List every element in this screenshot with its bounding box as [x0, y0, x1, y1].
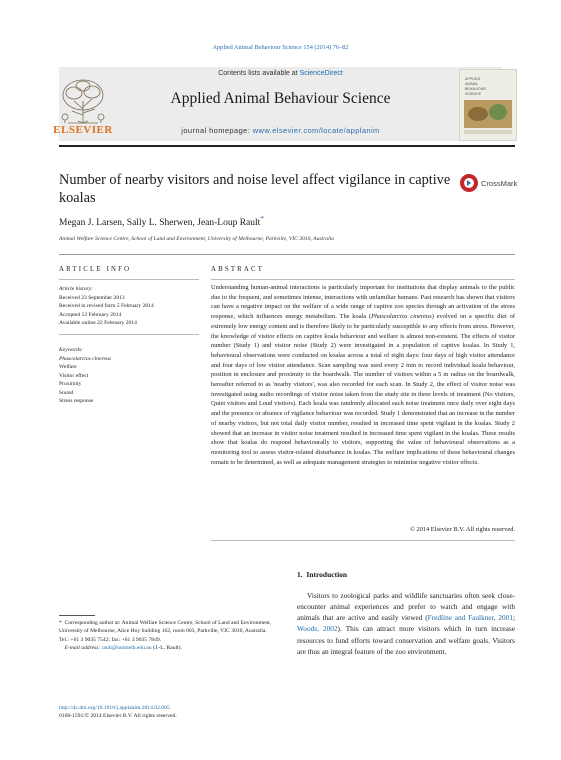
intro-text-part: ). This can attract more visitors which in turn increase resources to fund efforts toward conservation and welfare goals. Visitors are thus an integral feature of the zoo environment. [297, 624, 515, 656]
journal-homepage-link[interactable]: www.elsevier.com/locate/applanim [252, 126, 380, 135]
author-email-link[interactable]: rault@unimelb.edu.au [101, 645, 152, 652]
cover-title-line: APPLIED [465, 77, 481, 81]
doi-block [59, 704, 276, 721]
abstract-end-rule [211, 540, 515, 541]
reference-separator: ; [512, 613, 515, 623]
introduction-paragraph [297, 590, 515, 657]
abstract-part: Understanding human-animal interactions is particularly important for institutions that display animals to the public due to the frequent, and sometimes intense, interactions with unfamiliar humans. Past research has shown that visitors can have a negative impact on the welfare of a wide range of captive zoo species through an activation of the stress response, which influences energy metabolism. The koala ( [211, 284, 515, 321]
sciencedirect-link[interactable]: ScienceDirect [299, 70, 343, 77]
authors-names: Megan J. Larsen, Sally L. Sherwen, Jean-Loup Rault [59, 218, 261, 229]
keyword-item: Visitor effect [59, 372, 89, 379]
keywords-block [59, 346, 204, 406]
email-suffix: (J.-L. Rault). [151, 645, 182, 652]
journal-title[interactable]: Applied Animal Behaviour Science [170, 90, 391, 107]
article-info-rule [59, 334, 199, 335]
elsevier-wordmark: ELSEVIER [53, 124, 113, 136]
article-info-heading: ARTICLE INFO [59, 266, 132, 273]
journal-cover-thumbnail[interactable] [459, 69, 517, 141]
author-list [59, 215, 499, 228]
cover-title-line: SCIENCE [465, 92, 481, 96]
keyword-item: Stress response [59, 398, 94, 404]
section-title: Introduction [306, 570, 348, 579]
keyword-item: Proximity [59, 381, 82, 387]
homepage-prefix: journal homepage: [181, 126, 253, 135]
cover-title-line: BEHAVIOUR [465, 87, 486, 91]
reference-link[interactable]: Woods, 2002 [297, 624, 338, 634]
footnote-mark: * [59, 620, 62, 626]
abstract-text [211, 283, 515, 467]
keyword-item: Sound [59, 389, 74, 396]
article-info-rule [59, 279, 199, 280]
keywords-label: Keywords: [59, 347, 84, 353]
introduction-heading [297, 570, 347, 579]
email-label: E-mail address: [64, 645, 102, 652]
section-number: 1. [297, 570, 303, 579]
corresponding-author-footnote [59, 619, 276, 653]
crossmark-icon[interactable] [459, 172, 521, 194]
reference-link[interactable]: Fredline and Faulkner, 2001 [427, 613, 513, 623]
contents-prefix: Contents lists available at [218, 70, 300, 77]
issn-line: 0168-1591/© 2014 Elsevier B.V. All rights reserved. [59, 713, 177, 720]
history-label: Article history: [59, 286, 94, 292]
history-item: Accepted 12 February 2014 [59, 311, 122, 318]
abstract-species: Phascolarctos cinereus [371, 313, 432, 321]
journal-homepage-line [59, 126, 502, 135]
doi-link[interactable]: http://dx.doi.org/10.1016/j.applanim.2014.02.005 [59, 705, 170, 711]
cover-title-line: ANIMAL [465, 82, 479, 86]
contents-line [59, 70, 502, 77]
crossmark-label: CrossMark [481, 179, 518, 188]
abstract-part: ) evolved on a specific diet of extremely low energy content and is therefore likely to be particularly susceptible to any effects from stress. However, the knowledge of visitor effects on captive koala behaviour and welfare is almost non-existent. The effects of visitor number (Study 1) and visitor noise (Study 2) were investigated in a population of captive koalas. In Study 1, behavioural observations were conducted on koalas across a total of eight days: four days of high visitor attendance and four days of low visitor attendance. Scan sampling was used every 2 min to record individual koala behaviour, position in enclosure and proximity to the boardwalk. The number of visitors within a 5 m radius on the boardwalk, hereafter referred to as 'nearby visitors', was also recorded for each scan. In Study 2, the effect of visitor noise was investigated using audio recordings of visitor noise taken from the study site in three levels of treatment (No visitors, Quiet visitors and Loud visitors). Each koala was randomly allocated each noise treatment once daily over eight days and the presence or absence of vigilance behaviour was recorded. Study 1 demonstrated that an increase in the number of nearby visitors, but not total daily visitor number, resulted in increased time spent vigilant in the koalas. Study 2 showed that an increase in visitor noise treatment resulted in increased time spent vigilant in the koalas. These results show that koalas do respond behaviourally to visitors, supporting the value of behavioural observations as a monitoring tool to assess visitor-related disturbance in koalas. The welfare implications of these behavioural changes remain to be determined, as well as adequate management strategies to minimise negative visitor effects. [211, 313, 516, 466]
abstract-copyright: © 2014 Elsevier B.V. All rights reserved. [409, 526, 515, 533]
abstract-rule [211, 279, 515, 280]
journal-citation[interactable]: Applied Animal Behaviour Science 154 (2014) 76–82 [212, 44, 349, 51]
history-item: Received 23 September 2013 [59, 294, 125, 301]
article-history [59, 285, 204, 328]
section-divider [59, 254, 515, 255]
header-rule [59, 145, 515, 147]
footnote-text: Corresponding author at: Animal Welfare Science Centre, School of Land and Environment, University of Melbourne, Alice Hoy building 162, room 003, Parkville, VIC 3010, Australia. Tel.: +61 3 9035 7542; fax: +61 3 9035 7849. [59, 620, 272, 643]
abstract-heading: ABSTRACT [211, 266, 265, 273]
author-affiliation: Animal Welfare Science Centre, School of Land and Environment, University of Melbourne, Parkville, VIC 3010, Australia [59, 236, 334, 242]
keyword-item: Phascolarctos cinereus [59, 355, 111, 362]
history-item: Available online 22 February 2014 [59, 320, 137, 326]
history-item: Received in revised form 5 February 2014 [59, 303, 154, 309]
footnote-rule [59, 615, 95, 616]
intro-text-part: Visitors to zoological parks and wildlife sanctuaries often seek close-encounter animal experiences and prefer to watch and engage with animals that are active and easily viewed ( [297, 591, 515, 623]
article-title: Number of nearby visitors and noise level affect vigilance in captive koalas [59, 172, 451, 206]
corresponding-author-mark[interactable]: * [260, 215, 264, 223]
journal-cover-icon [460, 70, 516, 140]
keyword-item: Welfare [59, 364, 77, 370]
